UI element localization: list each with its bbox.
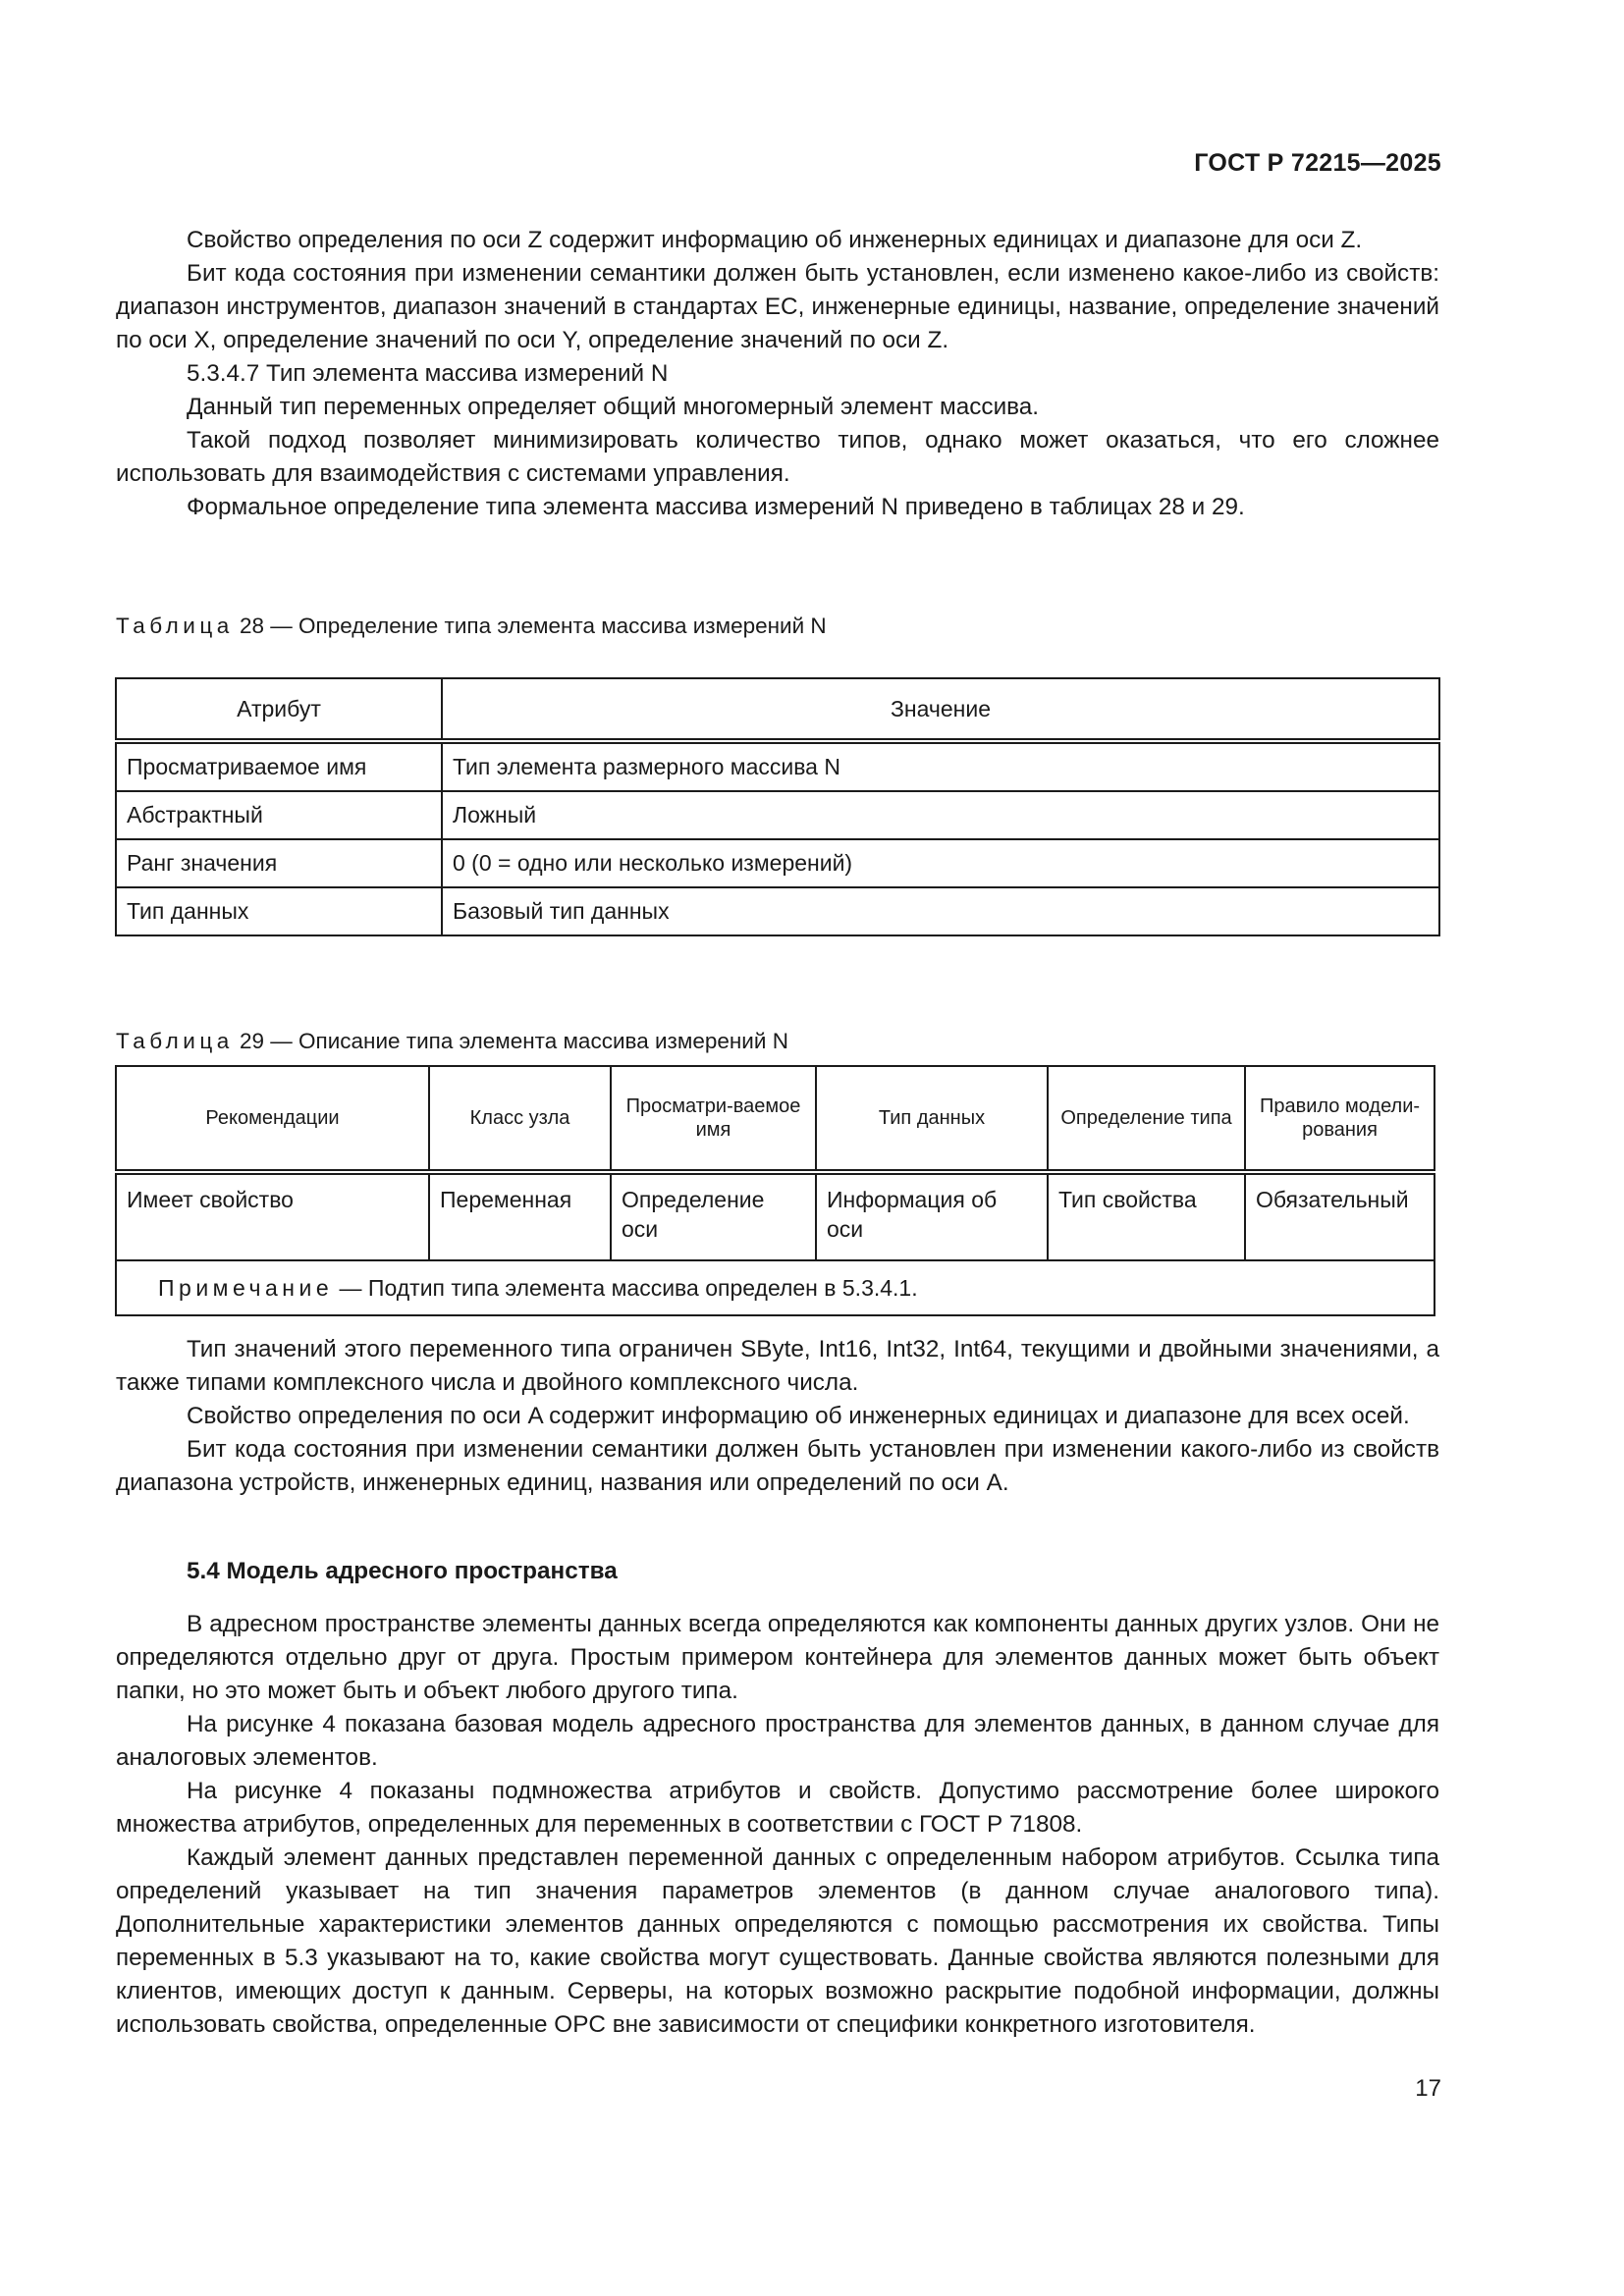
paragraph: Бит кода состояния при изменении семантики должен быть установлен при изменении какого-либо из свойств диапазона устройств, инженерных единиц, названия или определений по оси A. [116, 1436, 1439, 1496]
attribute-cell: Ранг значения [116, 839, 442, 887]
paragraph: Формальное определение типа элемента массива измерений N приведено в таблицах 28 и 29. [187, 494, 1245, 520]
mid-text [116, 1333, 1439, 1500]
table-header-row [116, 1066, 1435, 1172]
paragraph: На рисунке 4 показаны подмножества атрибутов и свойств. Допустимо рассмотрение более широкого множества атрибутов, определенных для переменных в соответствии с ГОСТ Р 71808. [116, 1778, 1439, 1838]
column-header: Рекомендации [116, 1066, 429, 1172]
column-header: Класс узла [429, 1066, 611, 1172]
paragraph: Каждый элемент данных представлен переменной данных с определенным набором атрибутов. Ссылка типа определений указывает на тип значения параметров элементов (в данном случае аналогового типа). Дополнительные характеристики элементов данных определяются с помощью рассмотрения их свойства. Типы переменных в 5.3 указывают на то, какие свойства могут существовать. Данные свойства являются полезными для клиентов, имеющих доступ к данным. Серверы, на которых возможно раскрытие подобной информации, должны использовать свойства, определенные OPC вне зависимости от специфики конкретного изготовителя. [116, 1844, 1439, 2038]
page-number: 17 [1415, 2075, 1441, 2102]
column-header: Определение типа [1048, 1066, 1245, 1172]
table-note-row [116, 1260, 1435, 1315]
table-row [116, 1172, 1435, 1260]
attribute-cell: Тип данных [116, 887, 442, 935]
paragraph: Свойство определения по оси Z содержит информацию об инженерных единицах и диапазоне для оси Z. [187, 227, 1363, 253]
note-text: — Подтип типа элемента массива определен в 5.3.4.1. [333, 1275, 918, 1301]
table-row [116, 741, 1439, 791]
table-header-row [116, 678, 1439, 741]
note-label: Примечание [158, 1275, 334, 1301]
paragraph: На рисунке 4 показана базовая модель адресного пространства для элементов данных, в данном случае для аналоговых элементов. [116, 1711, 1439, 1771]
paragraph: В адресном пространстве элементы данных всегда определяются как компоненты данных других узлов. Они не определяются отдельно друг от друга. Простым примером контейнера для элементов данных может быть объект папки, но это может быть и объект любого другого типа. [116, 1611, 1439, 1704]
column-header: Значение [442, 678, 1439, 741]
section-text [116, 1608, 1439, 2042]
caption-text: 28 — Определение типа элемента массива измерений N [233, 614, 827, 638]
paragraph: Свойство определения по оси A содержит информацию об инженерных единицах и диапазоне для всех осей. [187, 1403, 1410, 1429]
document-code: ГОСТ Р 72215—2025 [1194, 149, 1441, 177]
table29-caption [116, 1027, 788, 1056]
table-row [116, 839, 1439, 887]
table-cell: Тип свойства [1048, 1172, 1245, 1260]
caption-text: 29 — Описание типа элемента массива измерений N [233, 1029, 788, 1053]
value-cell: Тип элемента размерного массива N [442, 741, 1439, 791]
intro-text [116, 224, 1439, 524]
section-heading: 5.4 Модель адресного пространства [187, 1558, 618, 1584]
table-cell: Переменная [429, 1172, 611, 1260]
table28-caption [116, 612, 827, 641]
table-row [116, 791, 1439, 839]
value-cell: 0 (0 = одно или несколько измерений) [442, 839, 1439, 887]
subsection-heading: 5.3.4.7 Тип элемента массива измерений N [187, 360, 669, 387]
column-header: Просматри-ваемое имя [611, 1066, 816, 1172]
table-28 [115, 677, 1440, 936]
caption-label: Таблица [116, 614, 234, 638]
paragraph: Такой подход позволяет минимизировать количество типов, однако может оказаться, что его сложнее использовать для взаимодействия с системами управления. [116, 427, 1439, 487]
attribute-cell: Абстрактный [116, 791, 442, 839]
table-cell: Имеет свойство [116, 1172, 429, 1260]
caption-label: Таблица [116, 1029, 234, 1053]
table-note [116, 1260, 1435, 1315]
table-cell: Информация об оси [816, 1172, 1048, 1260]
column-header: Правило модели-рования [1245, 1066, 1435, 1172]
table-29 [115, 1065, 1435, 1316]
table-cell: Обязательный [1245, 1172, 1435, 1260]
value-cell: Базовый тип данных [442, 887, 1439, 935]
paragraph: Бит кода состояния при изменении семантики должен быть установлен, если изменено какое-либо из свойств: диапазон инструментов, диапазон значений в стандартах EC, инженерные единицы, название, определение значений по оси X, определение значений по оси Y, определение значений по оси Z. [116, 260, 1439, 353]
column-header: Атрибут [116, 678, 442, 741]
paragraph: Тип значений этого переменного типа ограничен SByte, Int16, Int32, Int64, текущими и двойными значениями, а также типами комплексного числа и двойного комплексного числа. [116, 1336, 1439, 1396]
paragraph: Данный тип переменных определяет общий многомерный элемент массива. [187, 394, 1040, 420]
column-header: Тип данных [816, 1066, 1048, 1172]
table-row [116, 887, 1439, 935]
attribute-cell: Просматриваемое имя [116, 741, 442, 791]
value-cell: Ложный [442, 791, 1439, 839]
table-cell: Определение оси [611, 1172, 816, 1260]
